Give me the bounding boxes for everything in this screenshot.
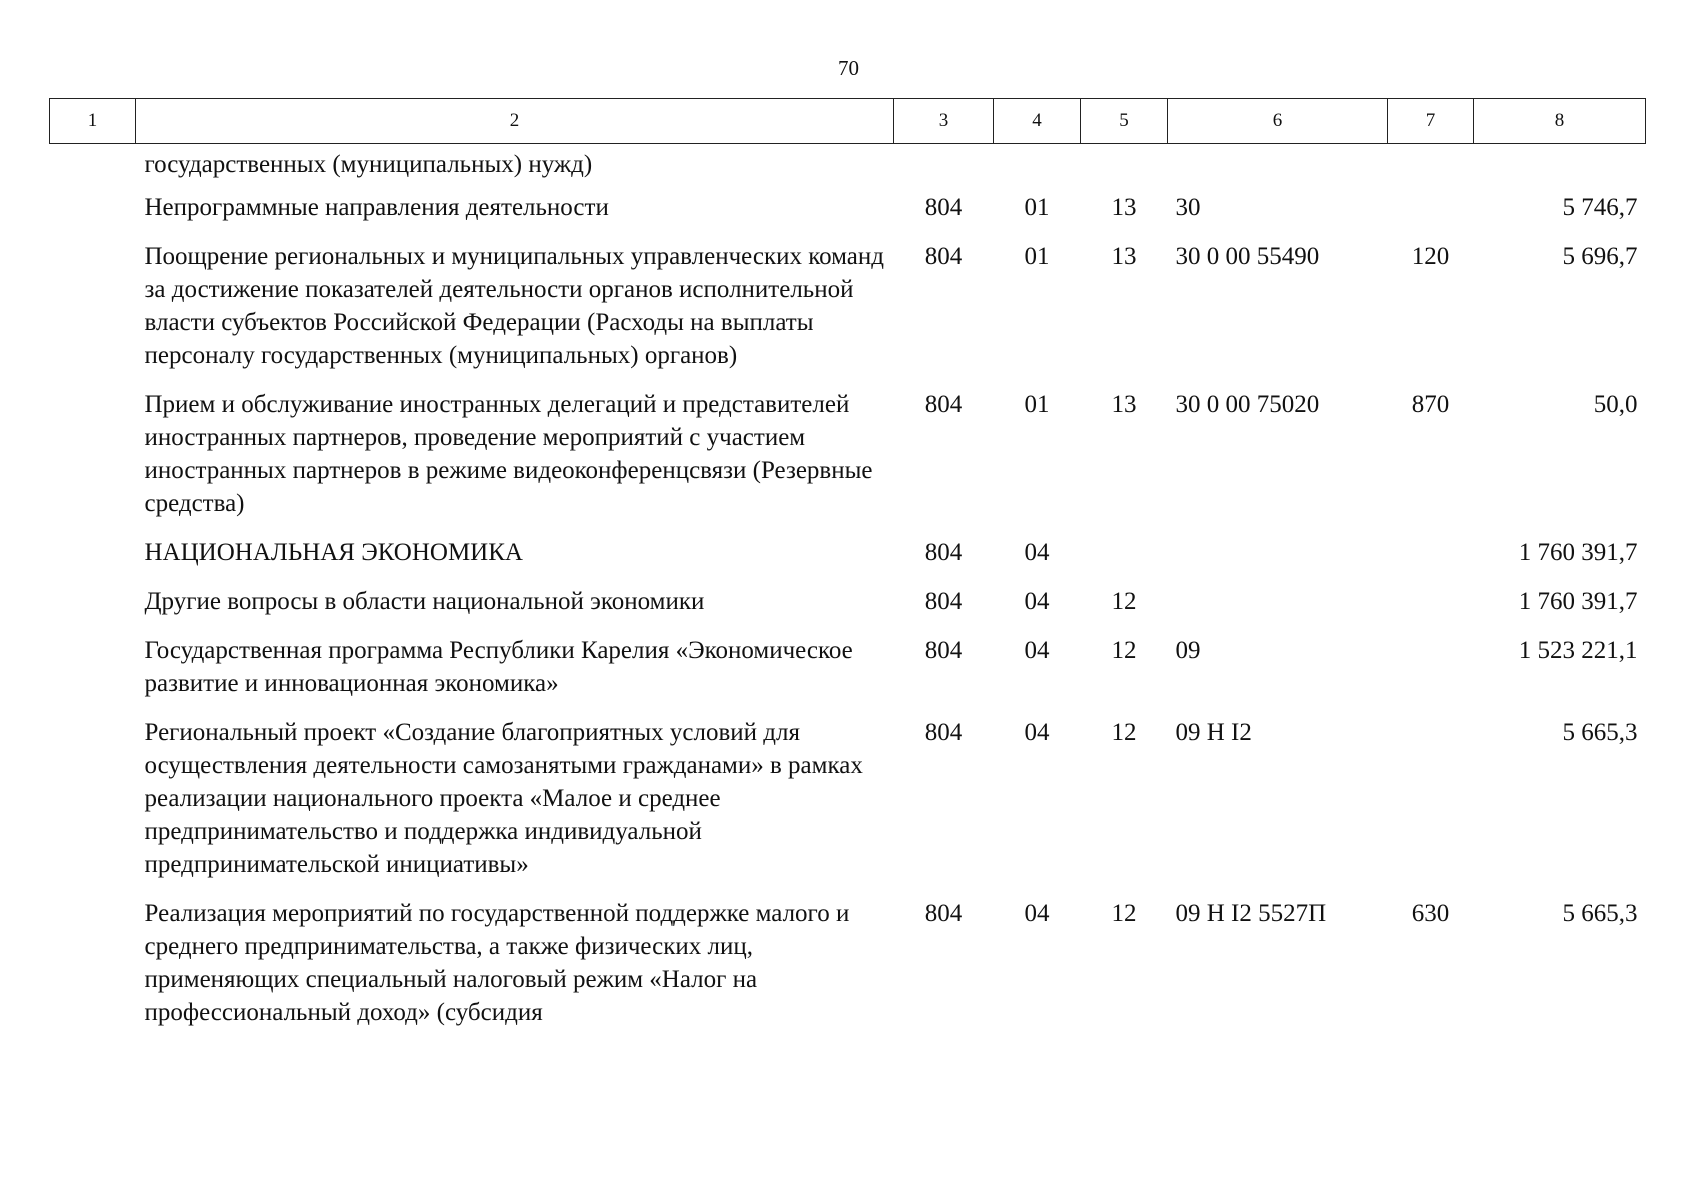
cell-code xyxy=(50,144,136,192)
page-number: 70 xyxy=(838,56,859,80)
cell-amount: 50,0 xyxy=(1593,391,1638,418)
cell-subsection xyxy=(1081,536,1168,585)
cell-code xyxy=(50,634,136,716)
cell-section xyxy=(994,144,1081,192)
cell-code xyxy=(50,585,136,634)
cell-code xyxy=(50,388,136,536)
cell-expense-type xyxy=(1388,144,1474,192)
cell-section: 04 xyxy=(1024,900,1050,927)
table-row xyxy=(50,240,1646,388)
table-row xyxy=(50,897,1646,1045)
cell-name: Региональный проект «Создание благоприятных условий для осуществления деятельности самозанятыми гражданами» в рамках реализации национального проекта «Малое и среднее предпринимательство и поддержка индивидуальной предпринимательской инициативы» xyxy=(144,719,863,878)
cell-name: Государственная программа Республики Карелия «Экономическое развитие и инновационная экономика» xyxy=(144,637,853,697)
cell-subsection: 13 xyxy=(1111,243,1137,270)
column-header-5: 5 xyxy=(1081,99,1168,144)
cell-code xyxy=(50,536,136,585)
cell-target-article: 09 Н I2 5527П xyxy=(1175,900,1327,927)
cell-target-article: 09 Н I2 xyxy=(1175,719,1252,746)
cell-amount xyxy=(1474,144,1646,192)
cell-target-article: 09 xyxy=(1175,637,1201,664)
cell-ved: 804 xyxy=(924,900,963,927)
table-row xyxy=(50,191,1646,240)
cell-subsection: 13 xyxy=(1111,194,1137,221)
table-row xyxy=(50,634,1646,716)
cell-name: Прием и обслуживание иностранных делегаций и представителей иностранных партнеров, проведение мероприятий с участием иностранных партнеров в режиме видеоконференцсвязи (Резервные средства) xyxy=(144,391,873,517)
cell-subsection: 12 xyxy=(1111,637,1137,664)
column-header-3: 3 xyxy=(894,99,994,144)
cell-code xyxy=(50,716,136,897)
cell-expense-type xyxy=(1388,716,1474,897)
cell-ved: 804 xyxy=(924,391,963,418)
cell-name: Непрограммные направления деятельности xyxy=(144,194,609,221)
cell-amount: 5 665,3 xyxy=(1562,719,1638,746)
table-row xyxy=(50,536,1646,585)
budget-table xyxy=(49,98,1646,1045)
cell-code xyxy=(50,897,136,1045)
table-row xyxy=(50,585,1646,634)
cell-subsection: 12 xyxy=(1111,588,1137,615)
cell-section: 04 xyxy=(1024,588,1050,615)
cell-code xyxy=(50,240,136,388)
cell-target-article xyxy=(1168,585,1388,634)
cell-amount: 5 665,3 xyxy=(1562,900,1638,927)
column-header-2: 2 xyxy=(136,99,894,144)
cell-expense-type xyxy=(1388,634,1474,716)
cell-section: 01 xyxy=(1024,194,1050,221)
column-header-8: 8 xyxy=(1474,99,1646,144)
table-row xyxy=(50,716,1646,897)
cell-amount: 1 523 221,1 xyxy=(1518,637,1638,664)
cell-target-article: 30 xyxy=(1175,194,1201,221)
column-header-6: 6 xyxy=(1168,99,1388,144)
cell-ved xyxy=(894,144,994,192)
cell-section: 04 xyxy=(1024,719,1050,746)
cell-subsection xyxy=(1081,144,1168,192)
cell-name: Реализация мероприятий по государственной поддержке малого и среднего предпринимательства, а также физических лиц, применяющих специальный налоговый режим «Налог на профессиональный доход» (субсидия xyxy=(144,900,850,1026)
cell-ved: 804 xyxy=(924,588,963,615)
cell-section: 01 xyxy=(1024,243,1050,270)
cell-amount: 1 760 391,7 xyxy=(1518,588,1638,615)
cell-ved: 804 xyxy=(924,194,963,221)
cell-subsection: 12 xyxy=(1111,900,1137,927)
column-header-1: 1 xyxy=(50,99,136,144)
cell-subsection: 13 xyxy=(1111,391,1137,418)
cell-subsection: 12 xyxy=(1111,719,1137,746)
cell-section: 04 xyxy=(1024,539,1050,566)
cell-ved: 804 xyxy=(924,539,963,566)
table-row xyxy=(50,388,1646,536)
cell-section: 04 xyxy=(1024,637,1050,664)
cell-name: Другие вопросы в области национальной экономики xyxy=(144,588,705,615)
column-header-7: 7 xyxy=(1388,99,1474,144)
cell-target-article xyxy=(1168,536,1388,585)
cell-ved: 804 xyxy=(924,637,963,664)
cell-ved: 804 xyxy=(924,719,963,746)
cell-expense-type: 120 xyxy=(1411,243,1450,270)
table-header-row xyxy=(50,99,1646,144)
cell-target-article xyxy=(1168,144,1388,192)
cell-expense-type xyxy=(1388,191,1474,240)
column-header-4: 4 xyxy=(994,99,1081,144)
cell-expense-type: 870 xyxy=(1411,391,1450,418)
cell-ved: 804 xyxy=(924,243,963,270)
cell-amount: 5 746,7 xyxy=(1562,194,1638,221)
cell-target-article: 30 0 00 55490 xyxy=(1175,243,1320,270)
cell-name: Поощрение региональных и муниципальных управленческих команд за достижение показателей деятельности органов исполнительной власти субъектов Российской Федерации (Расходы на выплаты персоналу государственных (муниципальных) органов) xyxy=(144,243,885,369)
cell-target-article: 30 0 00 75020 xyxy=(1175,391,1320,418)
cell-code xyxy=(50,191,136,240)
table-row xyxy=(50,144,1646,192)
table-body xyxy=(50,144,1646,1046)
cell-expense-type xyxy=(1388,585,1474,634)
cell-name: НАЦИОНАЛЬНАЯ ЭКОНОМИКА xyxy=(144,539,523,566)
cell-section: 01 xyxy=(1024,391,1050,418)
cell-expense-type xyxy=(1388,536,1474,585)
cell-expense-type: 630 xyxy=(1411,900,1450,927)
cell-amount: 1 760 391,7 xyxy=(1518,539,1638,566)
cell-amount: 5 696,7 xyxy=(1562,243,1638,270)
cell-name: государственных (муниципальных) нужд) xyxy=(144,151,593,178)
